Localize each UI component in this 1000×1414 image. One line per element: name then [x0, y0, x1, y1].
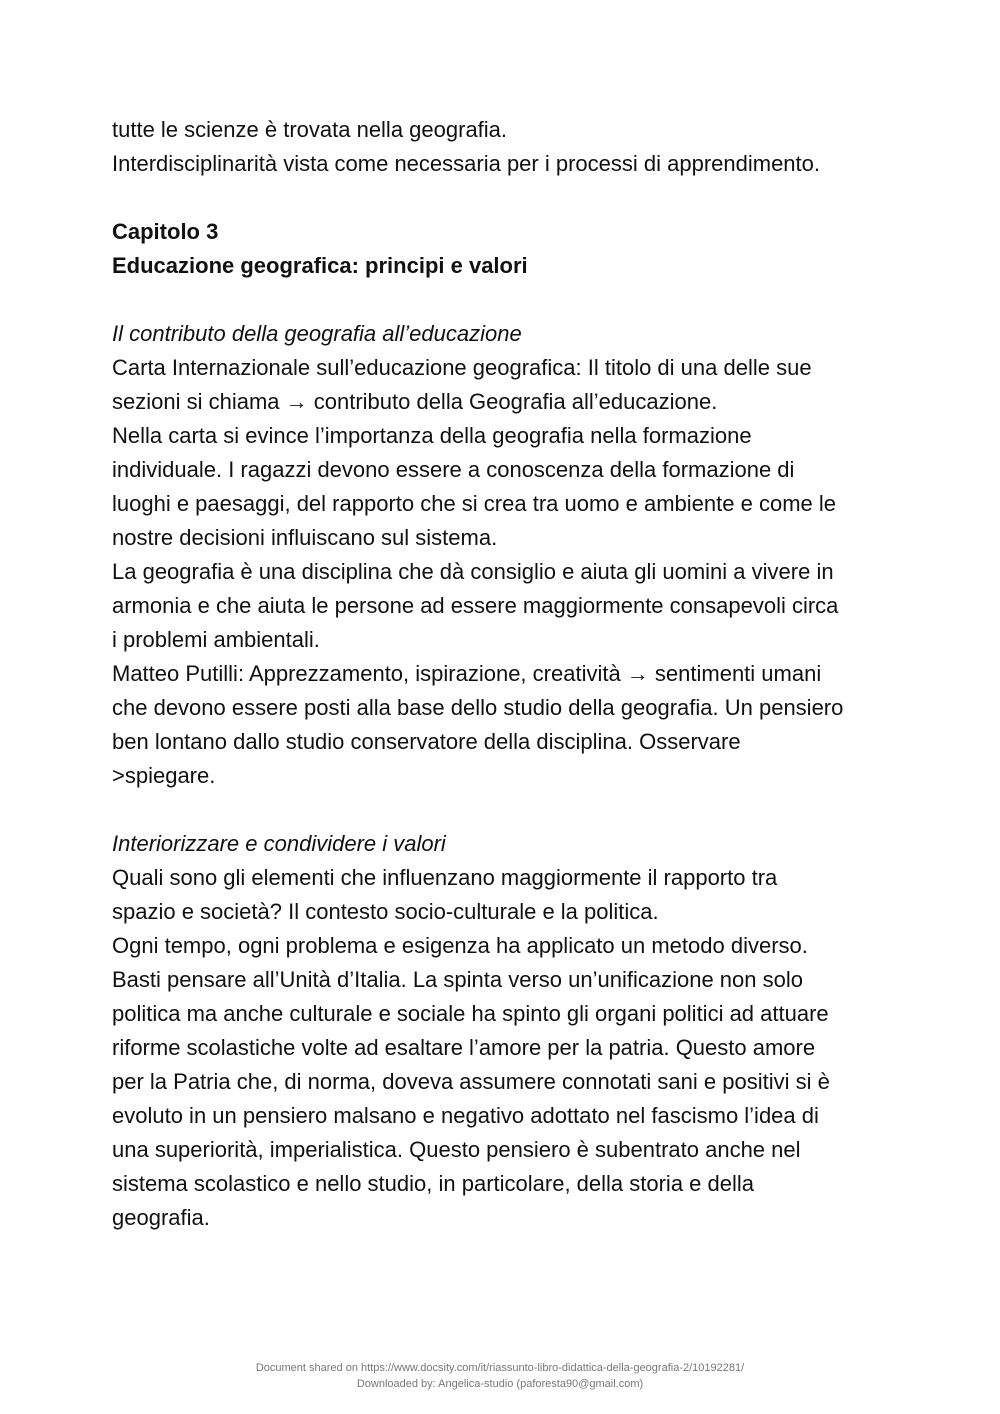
text-line: riforme scolastiche volte ad esaltare l’amore per la patria. Questo amore — [112, 1035, 816, 1060]
section-2-body — [112, 861, 902, 1235]
text-line: tutte le scienze è trovata nella geografia. — [112, 117, 508, 142]
text-line: ben lontano dallo studio conservatore della disciplina. Osservare — [112, 729, 741, 754]
text-line: armonia e che aiuta le persone ad essere maggiormente consapevoli circa — [112, 593, 839, 618]
text-line: politica ma anche culturale e sociale ha spinto gli organi politici ad attuare — [112, 1001, 829, 1026]
footer-shared-link[interactable]: Document shared on https://www.docsity.com/it/riassunto-libro-didattica-della-geografia-2/10192281/ — [255, 1362, 745, 1374]
section-heading: Interiorizzare e condividere i valori — [112, 831, 446, 856]
text-line: Carta Internazionale sull’educazione geografica: Il titolo di una delle sue — [112, 355, 812, 380]
spacer — [112, 181, 902, 215]
footer-downloaded-by: Downloaded by: Angelica-studio (paforesta90@gmail.com) — [356, 1378, 644, 1390]
text-line: geografia. — [112, 1205, 210, 1230]
section-1-body — [112, 351, 902, 793]
text-line: per la Patria che, di norma, doveva assumere connotati sani e positivi si è — [112, 1069, 830, 1094]
text-line: >spiegare. — [112, 763, 216, 788]
text-line: Interdisciplinarità vista come necessaria per i processi di apprendimento. — [112, 151, 821, 176]
page-footer — [0, 1360, 1000, 1392]
text-line: che devono essere posti alla base dello studio della geografia. Un pensiero — [112, 695, 844, 720]
text-line: individuale. I ragazzi devono essere a conoscenza della formazione di — [112, 457, 795, 482]
spacer — [112, 793, 902, 827]
text-line: evoluto in un pensiero malsano e negativo adottato nel fascismo l’idea di — [112, 1103, 819, 1128]
text-line: sistema scolastico e nello studio, in particolare, della storia e della — [112, 1171, 754, 1196]
section-heading: Il contributo della geografia all’educazione — [112, 321, 522, 346]
text-line: i problemi ambientali. — [112, 627, 320, 652]
text-line: una superiorità, imperialistica. Questo pensiero è subentrato anche nel — [112, 1137, 801, 1162]
text-line: Matteo Putilli: Apprezzamento, ispirazione, creatività → sentimenti umani — [112, 661, 822, 686]
chapter-title: Educazione geografica: principi e valori — [112, 253, 528, 278]
text-line: spazio e società? Il contesto socio-culturale e la politica. — [112, 899, 659, 924]
text-line: Basti pensare all’Unità d’Italia. La spinta verso un’unificazione non solo — [112, 967, 803, 992]
spacer — [112, 283, 902, 317]
intro-paragraph — [112, 113, 902, 181]
document-body — [112, 113, 902, 1235]
text-line: Nella carta si evince l’importanza della geografia nella formazione — [112, 423, 752, 448]
text-line: Quali sono gli elementi che influenzano maggiormente il rapporto tra — [112, 865, 778, 890]
text-line: nostre decisioni influiscano sul sistema. — [112, 525, 498, 550]
text-line: sezioni si chiama → contributo della Geografia all’educazione. — [112, 389, 718, 414]
chapter-label: Capitolo 3 — [112, 219, 219, 244]
text-line: Ogni tempo, ogni problema e esigenza ha applicato un metodo diverso. — [112, 933, 808, 958]
text-line: luoghi e paesaggi, del rapporto che si crea tra uomo e ambiente e come le — [112, 491, 836, 516]
text-line: La geografia è una disciplina che dà consiglio e aiuta gli uomini a vivere in — [112, 559, 834, 584]
